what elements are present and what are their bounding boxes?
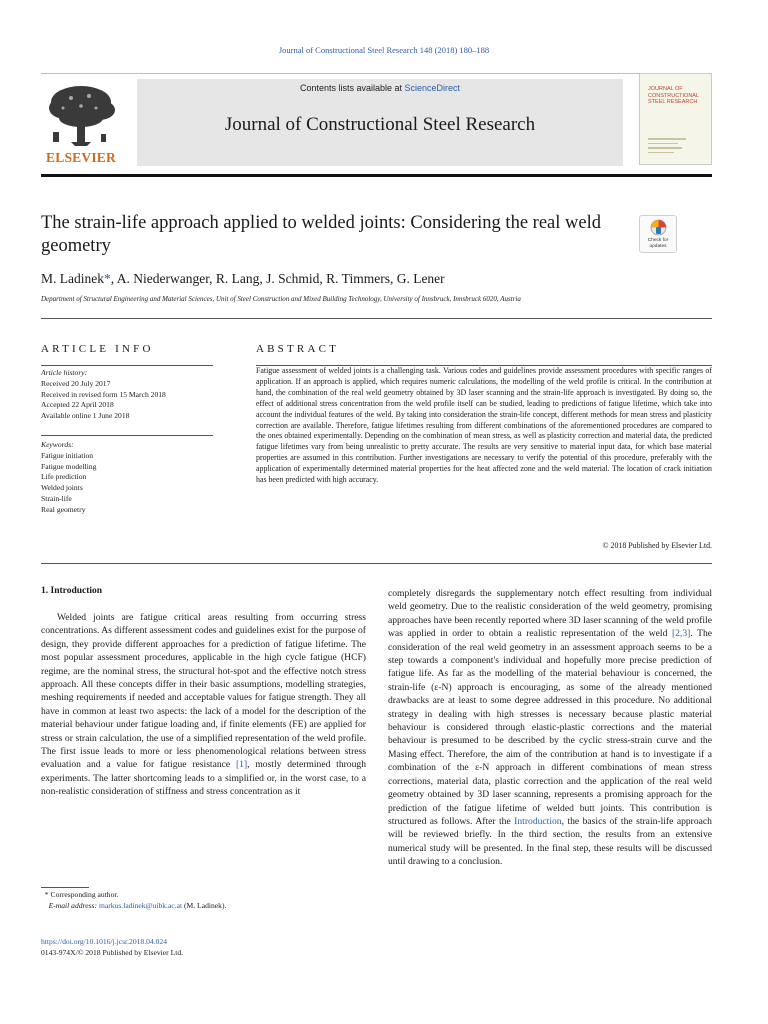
history-item: Received 20 July 2017 bbox=[41, 378, 111, 388]
author-email-link[interactable]: markus.ladinek@uibk.ac.at bbox=[98, 900, 183, 910]
history-item: Received in revised form 15 March 2018 bbox=[41, 389, 166, 399]
introduction-left-column bbox=[41, 611, 366, 799]
reference-link[interactable]: [2,3] bbox=[671, 628, 691, 640]
issn-copyright: 0143-974X/© 2018 Published by Elsevier Ltd. bbox=[41, 947, 184, 957]
intro-text: , mostly determined through experiments. The latter shortcoming leads to a simplified or, in the worst case, to a non-realistic consideration of stiffness and stress concentration as it bbox=[41, 759, 366, 798]
article-info-heading: ARTICLE INFO bbox=[41, 343, 154, 355]
abstract-bottom-rule bbox=[41, 563, 712, 564]
journal-title[interactable]: Journal of Constructional Steel Research bbox=[224, 114, 536, 135]
journal-cover-thumbnail[interactable] bbox=[639, 73, 712, 165]
journal-reference-link[interactable]: Journal of Constructional Steel Research 148 (2018) 180–188 bbox=[278, 45, 490, 55]
history-item: Accepted 22 April 2018 bbox=[41, 400, 114, 410]
check-updates-label: Check for updates bbox=[647, 238, 669, 249]
masthead-thick-rule bbox=[41, 174, 712, 177]
footnote-marker: * bbox=[44, 890, 49, 899]
intro-text: , the basics of the strain-life approach will be reviewed briefly. In the third section, the results from an extensive numerical study will be presented. In the final step, these results will be discussed until drawing to a conclusion. bbox=[388, 815, 712, 868]
author-affiliation: Department of Structural Engineering and Material Sciences, Unit of Steel Construction and Mixed Building Technology, University of Innsbruck, Innsbruck 6020, Austria bbox=[41, 295, 521, 303]
affiliation-rule bbox=[41, 318, 712, 319]
keywords-label: Keywords: bbox=[41, 440, 74, 449]
first-author[interactable]: M. Ladinek bbox=[41, 271, 104, 286]
keywords-list bbox=[41, 440, 213, 516]
abstract-heading: ABSTRACT bbox=[256, 343, 340, 355]
keyword-item: Fatigue initiation bbox=[41, 450, 94, 460]
article-history bbox=[41, 368, 213, 422]
co-authors: , A. Niederwanger, R. Lang, J. Schmid, R. Timmers, G. Lener bbox=[110, 271, 445, 286]
email-suffix: (M. Ladinek). bbox=[183, 900, 227, 910]
email-label: E-mail address: bbox=[48, 900, 98, 910]
section-link[interactable]: Introduction bbox=[514, 815, 562, 827]
corresponding-author-marker[interactable]: * bbox=[104, 271, 111, 286]
abstract-copyright: © 2018 Published by Elsevier Ltd. bbox=[602, 541, 712, 550]
sciencedirect-link[interactable]: ScienceDirect bbox=[404, 83, 461, 93]
corresponding-author-note: Corresponding author. bbox=[50, 890, 119, 899]
cover-text-lines bbox=[648, 138, 688, 156]
keyword-item: Fatigue modelling bbox=[41, 461, 97, 471]
author-list bbox=[41, 271, 701, 287]
footnote-rule bbox=[41, 887, 89, 888]
reference-link[interactable]: [1] bbox=[235, 759, 248, 771]
masthead-top-rule bbox=[41, 73, 712, 74]
keyword-item: Real geometry bbox=[41, 504, 86, 514]
intro-text: Welded joints are fatigue critical areas resulting from occurring stress concentrations. As different assessment codes and guidelines exist for the purpose of design, they provide different approaches for a prediction of fatigue lifetime. The most popular assessment procedures, applicable in the high cycle fatigue (HCF) regime, are the nominal stress, the structural hot-spot and the effective notch stress approach. All these concepts differ in their basic assumptions, modelling strategies, meshing requirements if needed and acceptable values for fatigue strength. They all have in common at least two aspects: the lack of a model for the description of the material behaviour under fatigue loading and, if finite elements (FE) are applied for stress or strain calculation, the use of a simplified representation of the weld profile. The first issue leads to more or less phenomenological relations between stress evaluation and a value for fatigue resistance bbox=[41, 612, 366, 771]
keyword-item: Life prediction bbox=[41, 472, 87, 482]
history-item: Available online 1 June 2018 bbox=[41, 411, 130, 421]
article-title: The strain-life approach applied to welded joints: Considering the real weld geometry bbox=[41, 213, 601, 256]
contents-prefix: Contents lists available at bbox=[299, 83, 405, 93]
doi-link[interactable]: https://doi.org/10.1016/j.jcsr.2018.04.024 bbox=[41, 937, 168, 946]
publication-footer bbox=[41, 937, 366, 959]
introduction-heading: 1. Introduction bbox=[41, 586, 103, 596]
keywords-rule bbox=[41, 435, 213, 436]
contents-available-line bbox=[137, 83, 623, 93]
cover-title: JOURNAL OF CONSTRUCTIONAL STEEL RESEARCH bbox=[648, 86, 699, 105]
elsevier-wordmark: ELSEVIER bbox=[46, 150, 116, 165]
check-for-updates-button[interactable] bbox=[639, 215, 677, 253]
keyword-item: Strain-life bbox=[41, 493, 72, 503]
intro-text: completely disregards the supplementary notch effect resulting from individual weld geometry. Due to the realistic consideration of the weld geometry, promising approaches have been recently reported where 3D laser scanning of the weld profile was applied in order to obtain a realistic representation of the weld bbox=[388, 588, 712, 640]
intro-text: . The consideration of the real weld geometry in an assessment approach seems to be a step towards a component's individual and hopefully more precise prediction of fatigue life. As far as the modelling of the material behaviour is concerned, the strain-life (ε-N) approach is encouraging, as some of the already mentioned drawbacks are at least to some degree addressed in this procedure. No additional strategy in dealing with high stresses is necessary because plastic material behaviour is considered through elastic-plastic corrections and the material behaviour is presumed to be described by the cyclic stress-strain curve and the Masing effect. Therefore, the aim of the contribution at hand is to investigate if a combination of the ε-N approach in different combinations of mean stress corrections, material data, plastic correction and the application of the real weld geometry obtained by 3D laser scanning, represents a promising approach for the prediction of the fatigue lifetime of welded butt joints. This contribution is structured as follows. After the bbox=[388, 628, 712, 827]
introduction-right-column bbox=[388, 587, 712, 869]
keyword-item: Welded joints bbox=[41, 483, 83, 493]
article-info-rule bbox=[41, 365, 213, 366]
check-updates-icon bbox=[650, 219, 667, 237]
footnote bbox=[41, 890, 366, 912]
article-history-label: Article history: bbox=[41, 368, 88, 377]
abstract-text: Fatigue assessment of welded joints is a challenging task. Various codes and guidelines provide assessment procedures with specific ranges of application. If an approach is applied, which requires numeric calculations, the modelling of the weld profile is critical. In the contribution at hand, the combination of the real weld geometry obtained by 3D laser scanning and the strain-life approach is investigated. By doing so, the effect of additional stress concentration from the weld profile itself can be studied, leading to predictions of fatigue lifetime, which take into account the individual features of the weld. By taking into consideration the strain-life concept, different methods for mean stress and plasticity correction are available. Therefore, fatigue lifetimes resulting from different combinations of the aforementioned procedures are compared to the ones obtained experimentally. Depending on the combination of mean stress, as well as plasticity correction and material data, the predicted fatigue lifetimes vary from being unrealistic to pretty accurate. The results are very sensitive to material input data, for which base material properties are assumed in this contribution. Further investigations are necessary to verify the potential of this procedure, preferably with the application of experimentally determined material properties for the heat affected zone and the weld material. The location of crack initiation has been predicted with high accuracy. bbox=[256, 366, 712, 485]
